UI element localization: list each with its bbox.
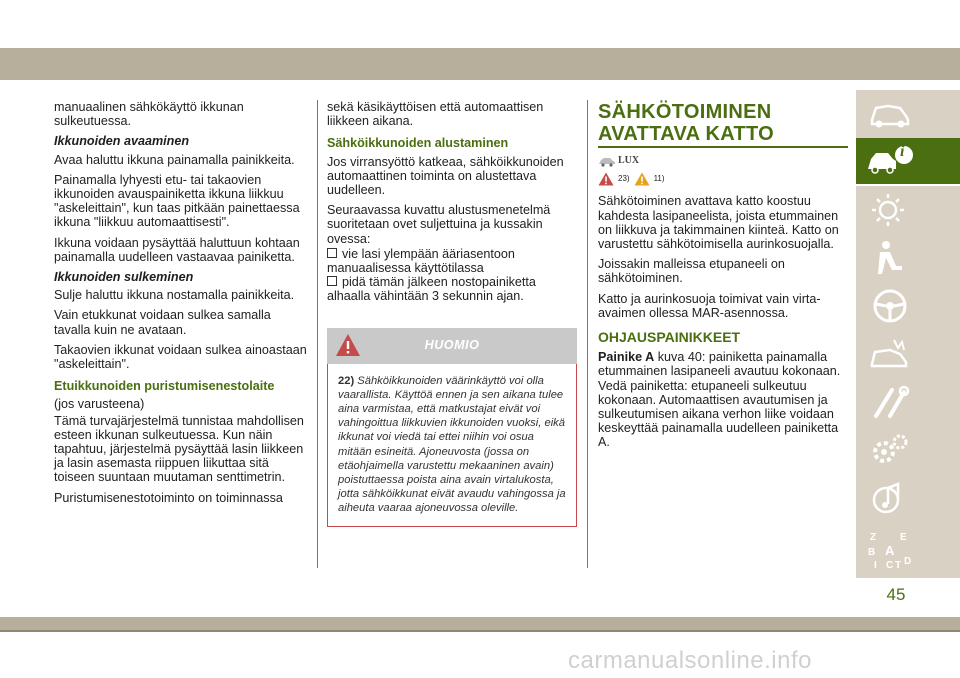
subheading-window-init: Sähköikkunoiden alustaminen [327,136,509,151]
index-letter: A [885,543,895,558]
warning-light-icon [866,190,914,230]
footer-band [0,617,960,630]
paragraph: Puristumisenestotoiminto on toiminnassa [54,490,283,505]
footer-line [0,630,960,632]
column-1 [54,100,310,511]
subheading-closing-windows: Ikkunoiden sulkeminen [54,270,194,285]
paragraph: (jos varusteena) [54,397,145,412]
index-letter: T [895,560,902,571]
trim-badge [598,154,848,168]
index-letter: I [874,560,877,571]
car-crash-icon [866,334,914,374]
index-letter: D [904,556,912,567]
subheading-anti-pinch: Etuikkunoiden puristumisenestolaite [54,379,275,394]
column-3 [598,100,848,456]
warning-box [327,364,577,527]
paragraph: Seuraavassa kuvattu alustusmenetelmä suoritetaan ovet suljettuina ja kussakin ovessa: [327,203,551,246]
ref-number: 11) [653,174,665,184]
page-number: 45 [886,585,906,604]
alphabet-index-icon [866,530,914,574]
section-title: AVATTAVA KATTO [598,123,775,145]
paragraph: Avaa haluttu ikkuna painamalla painikkeita. [54,152,295,167]
checkbox-bullet-icon [327,276,337,286]
warning-header [327,328,577,364]
paragraph: manuaalinen sähkökäyttö ikkunan sulkeutuessa. [54,100,244,129]
index-letter: Z [870,532,877,543]
header-band [0,48,960,80]
paragraph-text: kuva 40: painiketta painamalla etummainen lasipaneeli avautuu kokonaan. Vedä painiketta: etupaneeli sulkeutuu kokonaan. Automaattisen avautumisen ja sulkeutumisen aikana verhon liike voidaan keskeyttää painamalla uudelleen painiketta A. [598,350,841,450]
paragraph: Jos virransyöttö katkeaa, sähköikkunoiden automaattinen toiminta on alustettava uudelleen. [327,154,564,198]
caution-triangle-icon [634,172,650,186]
ref-number: 23) [618,174,630,184]
bullet-item [327,275,577,303]
subheading-controls: OHJAUSPAINIKKEET [598,329,741,346]
bullet-text: pidä tämän jälkeen nostopainiketta alhaalla vähintään 3 sekunnin ajan. [327,275,536,304]
column-2 [327,100,577,527]
title-underline [598,146,848,148]
reference-markers [598,172,848,186]
warning-label: HUOMIO [424,337,480,352]
paragraph: Ikkuna voidaan pysäyttää haluttuun kohtaan painamalla uudelleen vastaavaa painiketta. [54,235,300,264]
paragraph: Joissakin malleissa etupaneeli on sähkötoiminen. [598,257,785,286]
seat-person-icon [866,238,914,278]
column-divider [587,100,588,568]
paragraph: sekä käsikäyttöisen että automaattisen liikkeen aikana. [327,100,544,129]
button-a-label: Painike A [598,350,655,365]
index-letter: C [886,560,894,571]
music-media-icon [866,478,914,518]
trim-label: LUX [618,155,640,166]
paragraph: Vain etukkunat voidaan sulkea samalla tavalla kuin ne avataan. [54,308,271,337]
warning-text: Sähköikkunoiden väärinkäyttö voi olla vaarallista. Käyttöä ennen ja sen aikana tulee aina varmistaa, että matkustajat eivät voi vahingoittua liikkuvien ikkunoiden vuoksi, eikä ikkunat voi viedä tai ettei niihin voi osua mitään esineitä. Ajoneuvosta (jossa on etäohjaimella varustettu mekaaninen avain) poistuttaessa poista aina avain virtalukosta, jotta sähköikkunat eivät avaudu vahingossa ja aiheuta vaaraa ajoneuvossa oleville. [338,374,566,515]
warning-number: 22) [338,374,355,387]
index-letter: B [868,547,876,558]
subheading-opening-windows: Ikkunoiden avaaminen [54,134,190,149]
checkbox-bullet-icon [327,248,337,258]
paragraph: Painamalla lyhyesti etu- tai takaovien ikkunoiden avauspainiketta ikkuna liikkuu "askeleittain", kun taas pitkään painettaessa ikkuna "liikkuu automaattisesti". [54,172,300,230]
car-dashboard-icon [866,94,914,134]
warning-triangle-icon [598,172,614,186]
bullet-text: vie lasi ylempään ääriasentoon manuaalisessa käyttötilassa [327,246,515,276]
index-letter: E [900,532,907,543]
watermark: carmanualsonline.info [568,647,812,674]
section-title: SÄHKÖTOIMINEN [598,101,772,123]
paragraph: Tämä turvajärjestelmä tunnistaa mahdollisen esteen ikkunan sulkeutuessa. Kun näin tapahtuu, järjestelmä pysäyttää lasin liikkeen ja lasin asemasta riippuen liikuttaa sitä toiseen suuntaan muutaman senttimetrin. [54,413,304,485]
column-divider [317,100,318,568]
paragraph: Takaovien ikkunat voidaan sulkea ainoastaan "askeleittain". [54,342,307,372]
paragraph [598,350,848,449]
info-glyph: i [900,143,905,160]
gears-icon [866,430,914,470]
car-info-icon [866,141,914,181]
paragraph: Sulje haluttu ikkuna nostamalla painikkeita. [54,288,295,303]
wrench-tools-icon [866,382,914,422]
car-silhouette-icon [598,155,616,167]
bullet-item [327,247,577,275]
paragraph: Sähkötoiminen avattava katto koostuu kahdesta lasipaneelista, joista etummainen on liikkuva ja takimmainen kiinteä. Katto on varustettu sähkötoimisella aurinkosuojalla. [598,194,839,252]
paragraph: Katto ja aurinkosuoja toimivat vain virta-avaimen ollessa MAR-asennossa. [598,291,821,320]
steering-wheel-icon [866,286,914,326]
